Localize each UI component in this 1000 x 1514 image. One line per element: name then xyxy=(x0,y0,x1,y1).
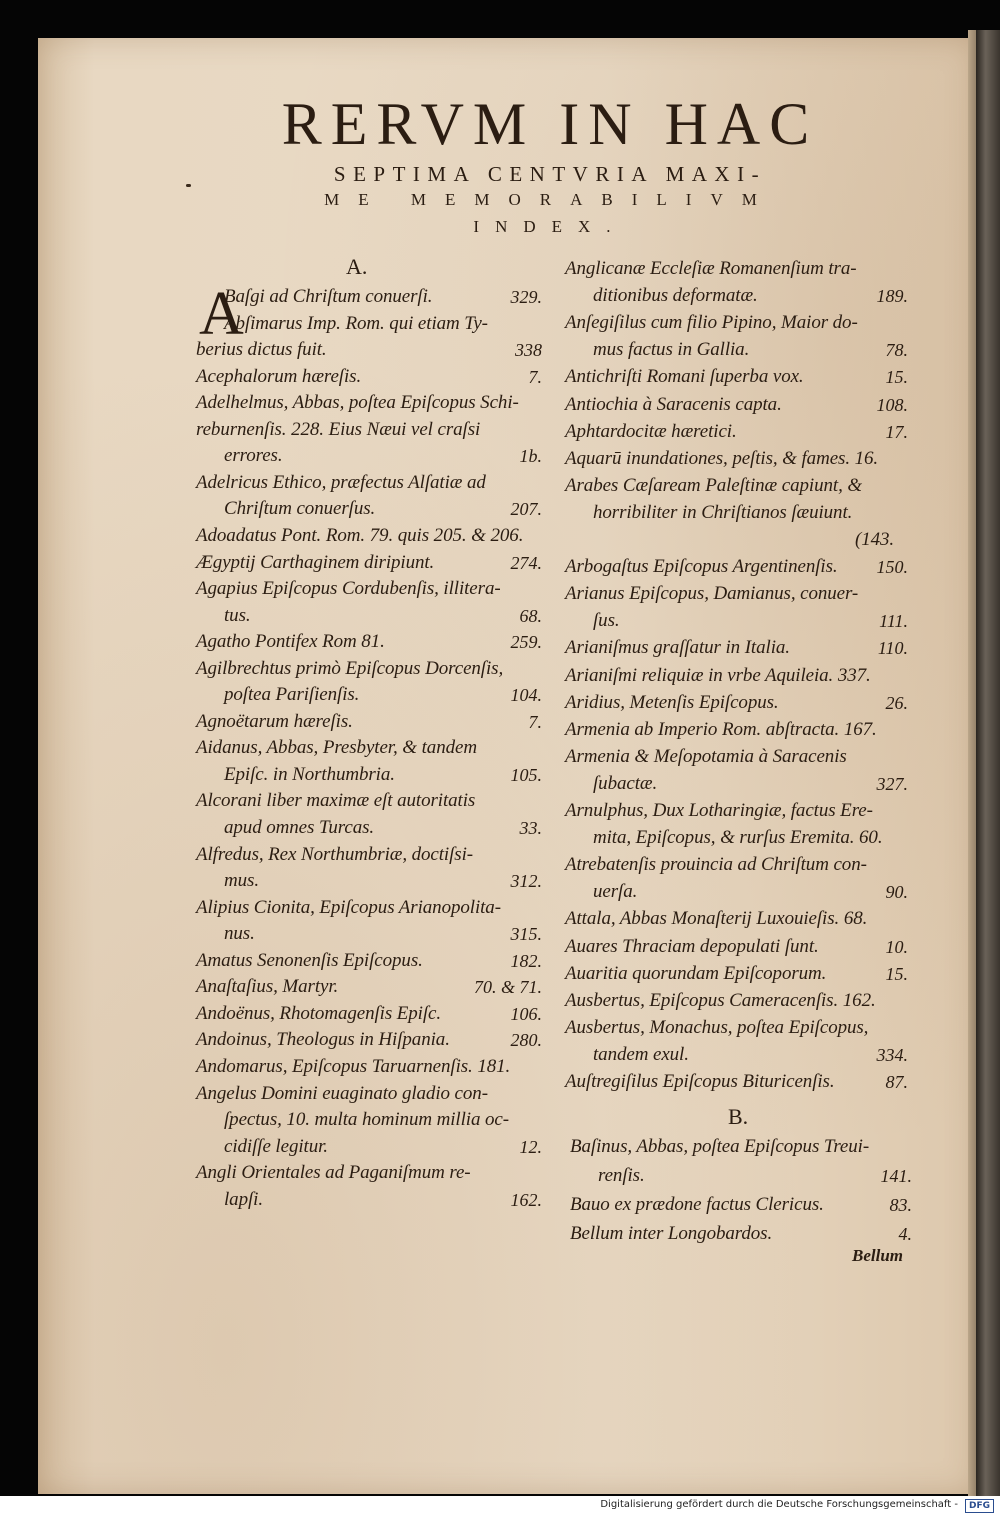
right-page-number: 111. xyxy=(879,611,908,632)
right-entry-line: Arianiſmus graſſatur in Italia. xyxy=(565,637,790,659)
left-entry-line: Alfredus, Rex Northumbriæ, doctiſsi- xyxy=(196,843,473,865)
right-entry-line: mus factus in Gallia. xyxy=(593,339,750,361)
right-entry-line: Armenia ab Imperio Rom. abſtracta. 167. xyxy=(565,718,877,740)
right-page-number: 334. xyxy=(876,1044,908,1065)
left-page-number: 7. xyxy=(528,711,542,732)
right-page-number: 17. xyxy=(885,421,908,442)
left-entry-line: Aidanus, Abbas, Presbyter, & tandem xyxy=(196,737,477,759)
right-page-number: 87. xyxy=(885,1072,908,1092)
right-entry-line: Arianiſmi reliquiæ in vrbe Aquileia. 337. xyxy=(565,664,871,686)
left-entry-line: Agapius Epiſcopus Cordubenſis, illitera- xyxy=(196,578,501,600)
right-entry-line: uerſa. xyxy=(593,881,638,903)
right-entry-line: Ausbertus, Epiſcopus Cameracenſis. 162. xyxy=(565,989,876,1011)
right-page-number: 189. xyxy=(876,286,908,307)
index-title-line-3: ME MEMORABILIVM xyxy=(324,190,776,209)
right-page-number: 110. xyxy=(877,638,908,659)
left-entry-line: Andoënus, Rhotomagenſis Epiſc. xyxy=(196,1002,442,1024)
right-entry-line: Arbogaſtus Epiſcopus Argentinenſis. xyxy=(565,556,838,578)
left-entry-line: Alipius Cionita, Epiſcopus Arianopolita- xyxy=(196,896,501,918)
left-page-number: 207. xyxy=(510,499,542,520)
catchword: Bellum xyxy=(852,1246,904,1265)
section-letter-a: A. xyxy=(346,254,368,279)
left-entry-line: Adoadatus Pont. Rom. 79. quis 205. & 206. xyxy=(196,524,524,546)
right-page-number: 15. xyxy=(885,963,908,984)
right-entry-line: ſus. xyxy=(593,610,620,632)
left-entry-line: nus. xyxy=(224,923,255,945)
left-page-number: 7. xyxy=(528,366,542,387)
ink-mark xyxy=(186,184,191,187)
right-page-number: 15. xyxy=(885,367,908,388)
left-entry-line: Abſimarus Imp. Rom. qui etiam Ty- xyxy=(224,312,488,334)
right-entry-line: Antichriſti Romani ſuperba vox. xyxy=(565,366,804,388)
footer-bar xyxy=(0,1496,1000,1514)
right-b-page-number: 83. xyxy=(889,1195,912,1215)
right-entry-line: Ausbertus, Monachus, poſtea Epiſcopus, xyxy=(565,1016,869,1038)
footer-credit: Digitalisierung gefördert durch die Deutsche Forschungsgemeinschaft - xyxy=(600,1499,958,1510)
left-page-number: 315. xyxy=(510,924,542,945)
left-entry-line: Chriſtum conuerſus. xyxy=(224,498,376,520)
right-page-number: 108. xyxy=(876,394,908,415)
right-entry-line: Aridius, Metenſis Epiſcopus. xyxy=(565,691,779,713)
right-entry-line: Anglicanæ Eccleſiæ Romanenſium tra- xyxy=(565,258,857,279)
right-page-number: 90. xyxy=(885,882,908,903)
right-page-number: 10. xyxy=(885,936,908,957)
right-b-entry-line: Bellum inter Longobardos. xyxy=(570,1223,773,1244)
left-entry-line: Epiſc. in Northumbria. xyxy=(224,763,395,785)
left-entry-line: apud omnes Turcas. xyxy=(224,817,375,838)
left-page-number: 105. xyxy=(510,764,542,785)
right-entry-line: Arianus Epiſcopus, Damianus, conuer- xyxy=(565,583,859,605)
left-entry-line: Anaſtaſius, Martyr. xyxy=(196,976,339,998)
left-page-number: 280. xyxy=(510,1030,542,1051)
right-entry-line: (143. xyxy=(855,529,895,550)
left-entry-line: mus. xyxy=(224,870,259,892)
left-page-number: 182. xyxy=(510,950,542,971)
left-page-number: 162. xyxy=(510,1189,542,1210)
right-page-number: 78. xyxy=(885,340,908,361)
left-entry-line: Alcorani liber maximæ eſt autoritatis xyxy=(196,790,476,812)
right-entry-line: Attala, Abbas Monaſterij Luxouieſis. 68. xyxy=(565,908,868,930)
left-entry-line: Agatho Pontifex Rom 81. xyxy=(196,631,385,653)
left-entry-line: lapſi. xyxy=(224,1188,263,1210)
book-spine xyxy=(976,30,1000,1496)
left-page-number: 70. & 71. xyxy=(473,977,542,998)
left-entry-line: Acephalorum hæreſis. xyxy=(196,365,362,387)
left-entry-line: berius dictus fuit. xyxy=(196,339,327,361)
right-entry-line: mita, Epiſcopus, & rurſus Eremita. 60. xyxy=(593,827,883,849)
index-title-line-4: INDEX. xyxy=(473,217,627,236)
right-page-number: 327. xyxy=(876,773,908,794)
left-page-number: 12. xyxy=(519,1136,542,1157)
right-entry-line: ditionibus deformatæ. xyxy=(593,285,758,307)
left-entry-line: Amatus Senonenſis Epiſcopus. xyxy=(196,949,423,971)
right-entry-line: Aphtardocitæ hæretici. xyxy=(565,420,737,442)
left-entry-line: poſtea Pariſienſis. xyxy=(224,684,360,706)
right-b-entry-line: Bauo ex prædone factus Clericus. xyxy=(570,1194,824,1215)
section-letter-b: B. xyxy=(728,1104,749,1129)
left-entry-line: Baſgi ad Chriſtum conuerſi. xyxy=(224,286,433,307)
left-entry-line: cidiſſe legitur. xyxy=(224,1135,328,1157)
right-entry-line: Arnulphus, Dux Lotharingiæ, factus Ere- xyxy=(565,800,873,821)
right-entry-line: Arabes Cæſaream Paleſtinæ capiunt, & xyxy=(565,474,863,496)
right-entry-line: Armenia & Meſopotamia à Saracenis xyxy=(565,745,847,767)
right-entry-line: Auſtregiſilus Epiſcopus Bituricenſis. xyxy=(565,1071,835,1092)
left-page-number: 312. xyxy=(510,871,542,892)
left-entry-line: errores. xyxy=(224,445,283,467)
right-entry-line: ſubactæ. xyxy=(593,772,658,794)
right-entry-line: Auares Thraciam depopulati ſunt. xyxy=(565,935,819,957)
left-page-number: 104. xyxy=(510,685,542,706)
left-entry-line: reburnenſis. 228. Eius Næui vel craſsi xyxy=(196,418,481,440)
right-entry-line: Auaritia quorundam Epiſcoporum. xyxy=(565,962,827,984)
dfg-logo: DFG xyxy=(965,1499,994,1513)
left-entry-line: Adelhelmus, Abbas, poſtea Epiſcopus Schi- xyxy=(196,392,519,414)
right-page-number: 150. xyxy=(876,557,908,578)
left-entry-line: Agilbrechtus primò Epiſcopus Dorcenſis, xyxy=(196,657,504,679)
left-page-number: 1b. xyxy=(519,446,542,467)
right-entry-line: Anſegiſilus cum filio Pipino, Maior do- xyxy=(565,312,858,334)
left-entry-line: Adelricus Ethico, præfectus Alſatiæ ad xyxy=(196,471,486,493)
left-page-number: 338 xyxy=(515,340,542,361)
index-title-line-1: RERVM IN HAC xyxy=(281,91,819,157)
left-page-number: 259. xyxy=(510,632,542,653)
left-page-number: 106. xyxy=(510,1003,542,1024)
right-page-number: 26. xyxy=(885,692,908,713)
right-b-entry-line: renſis. xyxy=(598,1165,645,1186)
right-entry-line: horribiliter in Chriſtianos ſæuiunt. xyxy=(593,501,853,523)
right-b-entry-line: Baſinus, Abbas, poſtea Epiſcopus Treui- xyxy=(570,1136,870,1157)
right-b-page-number: 141. xyxy=(880,1166,912,1186)
left-entry-line: Angli Orientales ad Paganiſmum re- xyxy=(196,1162,471,1184)
left-page-number: 68. xyxy=(519,605,542,626)
left-page-number: 274. xyxy=(510,552,542,573)
index-title-line-2: SEPTIMA CENTVRIA MAXI- xyxy=(333,162,767,186)
left-entry-line: Ægyptij Carthaginem diripiunt. xyxy=(196,551,435,573)
left-page-number: 329. xyxy=(510,287,542,307)
right-entry-line: Aquarū inundationes, peſtis, & fames. 16. xyxy=(565,447,879,469)
left-entry-line: Agnoëtarum hæreſis. xyxy=(196,710,353,732)
right-entry-line: Antiochia à Saracenis capta. xyxy=(565,393,782,415)
left-entry-line: Angelus Domini euaginato gladio con- xyxy=(196,1082,488,1104)
left-entry-line: Andoinus, Theologus in Hiſpania. xyxy=(196,1029,450,1051)
right-b-page-number: 4. xyxy=(898,1224,912,1244)
left-entry-line: tus. xyxy=(224,604,251,626)
drop-cap: A xyxy=(199,280,244,348)
left-page-number: 33. xyxy=(519,818,542,838)
right-entry-line: Atrebatenſis prouincia ad Chriſtum con- xyxy=(565,854,867,876)
left-entry-line: Andomarus, Epiſcopus Taruarnenſis. 181. xyxy=(196,1055,511,1077)
left-entry-line: ſpectus, 10. multa hominum millia oc- xyxy=(224,1109,509,1131)
right-entry-line: tandem exul. xyxy=(593,1043,689,1065)
